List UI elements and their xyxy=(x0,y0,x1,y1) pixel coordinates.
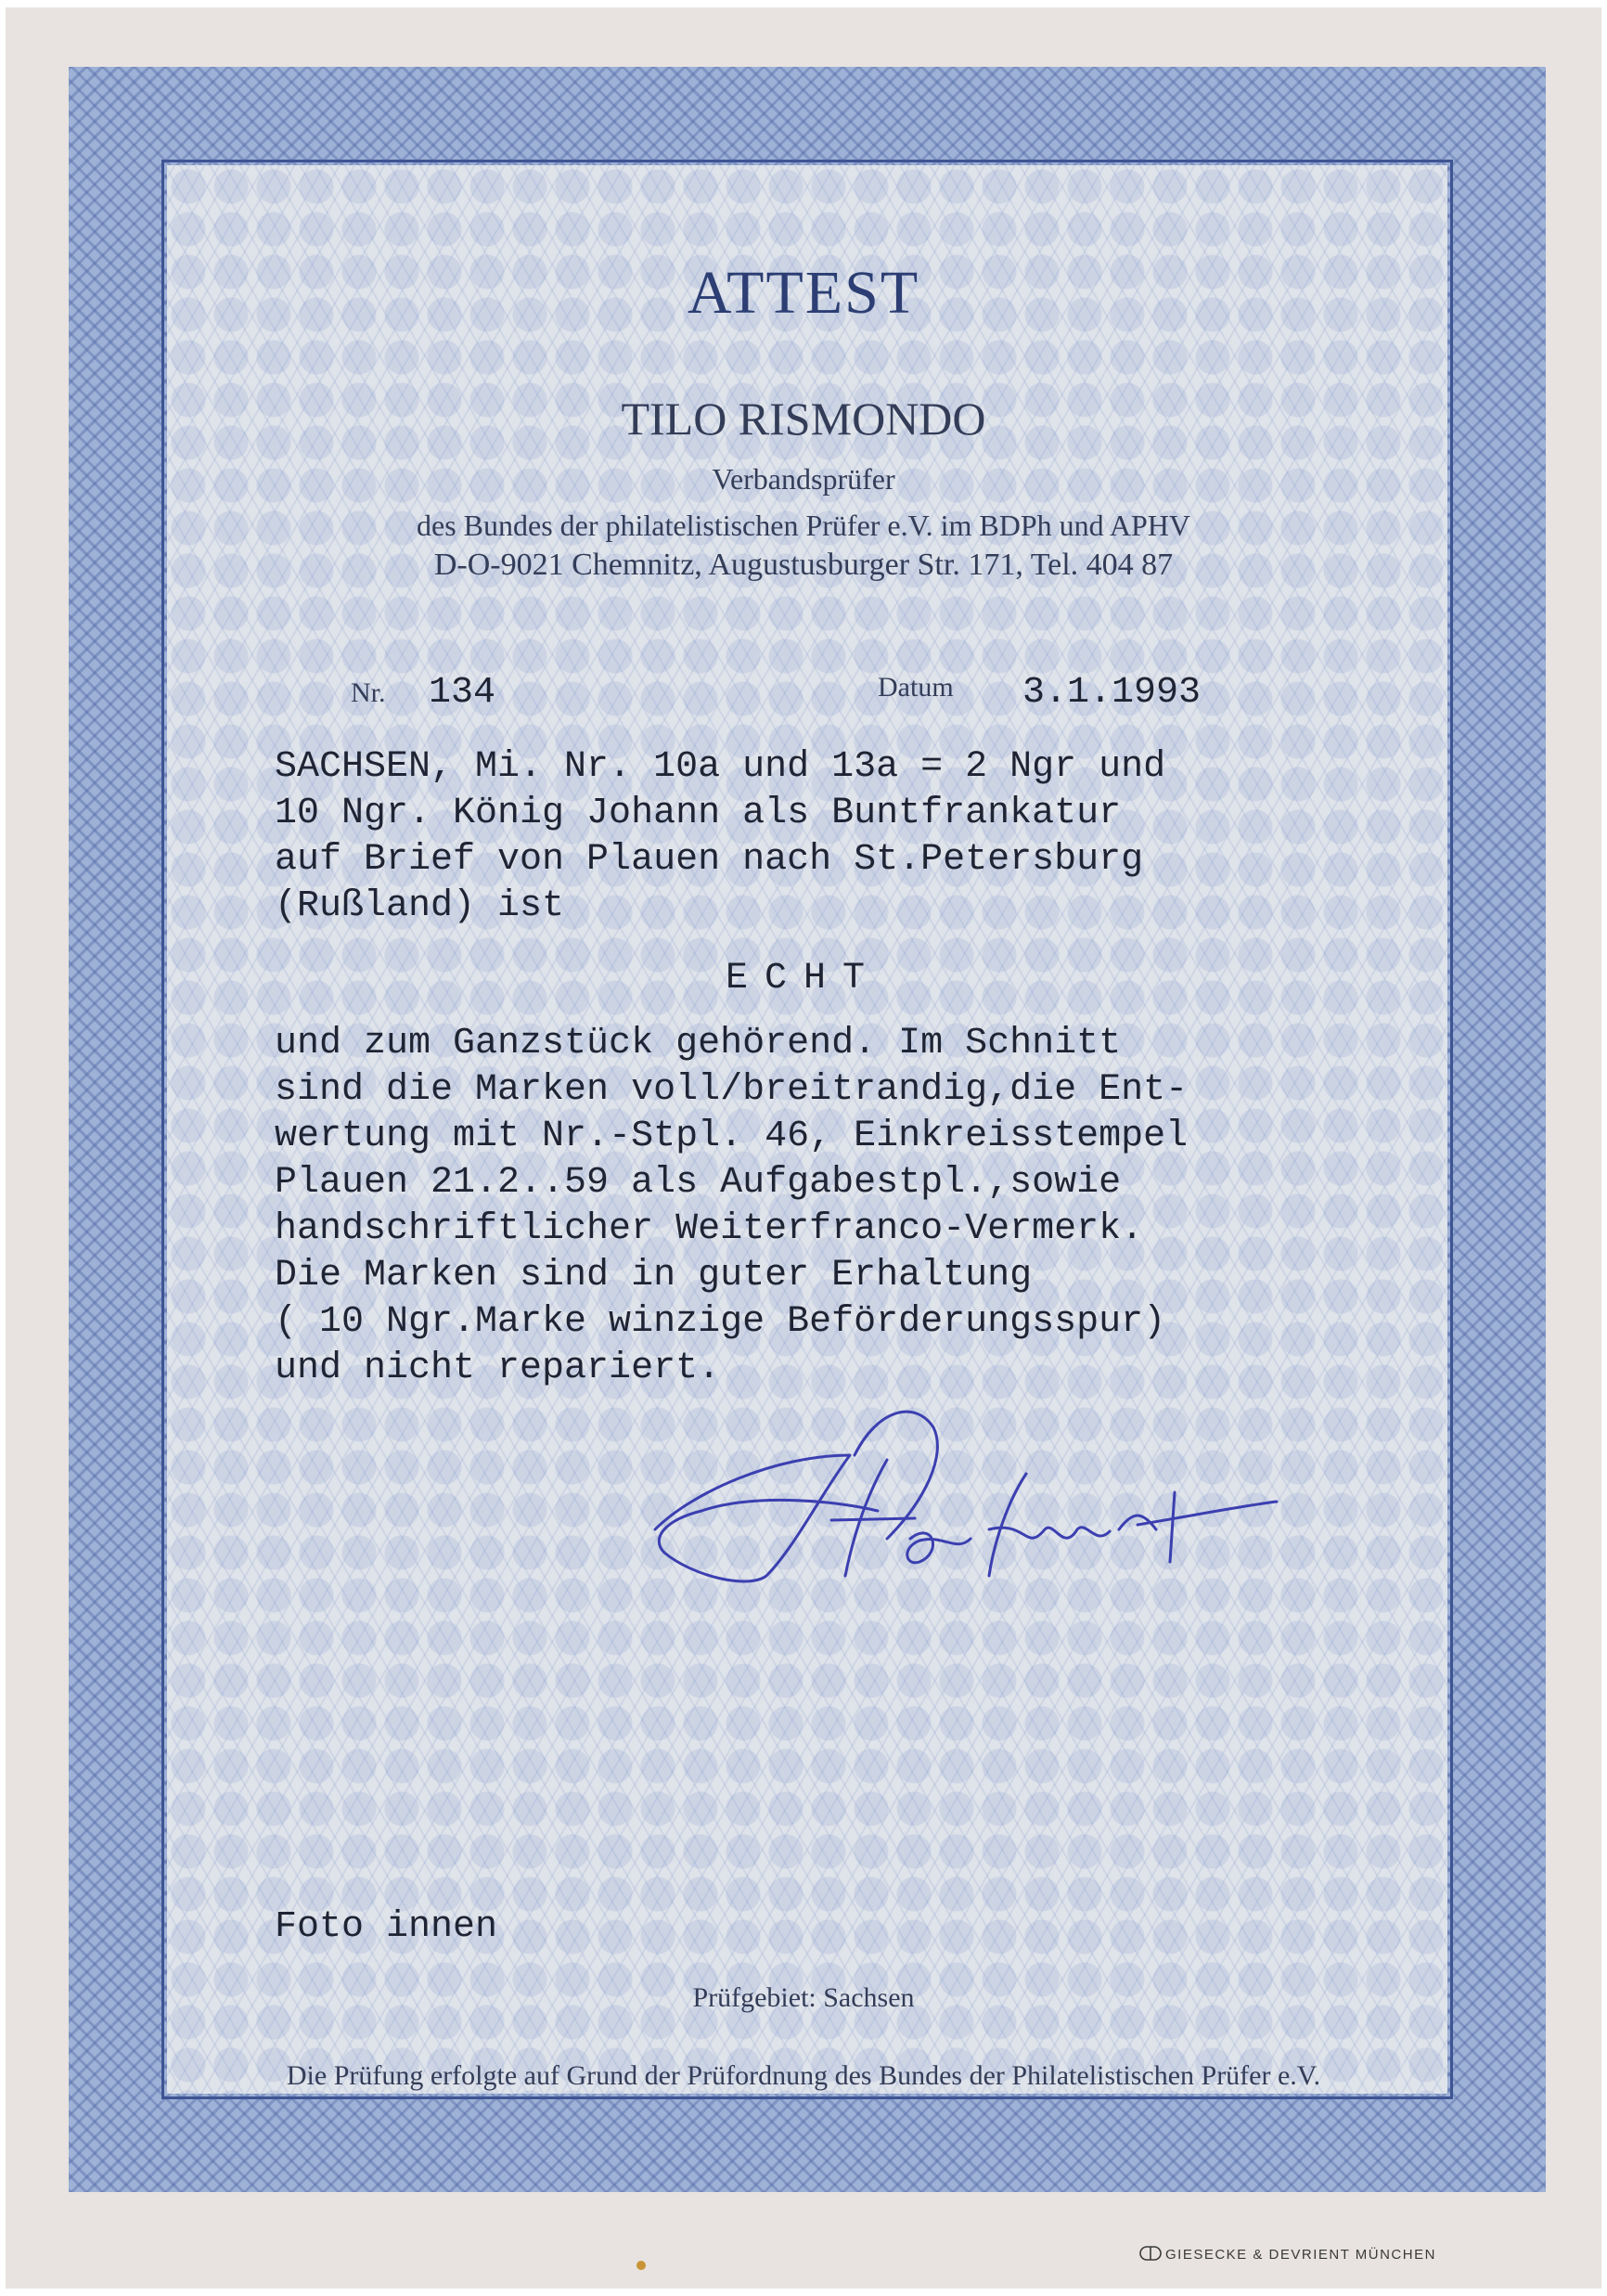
details-line: und zum Ganzstück gehörend. Im Schnitt xyxy=(275,1023,1122,1064)
certificate-date: 3.1.1993 xyxy=(1022,672,1202,714)
association-line: des Bundes der philatelistischen Prüfer e.V. im BDPh und APHV xyxy=(416,509,1190,542)
date-label: Datum xyxy=(878,672,954,703)
body-line: 10 Ngr. König Johann als Buntfrankatur xyxy=(275,793,1122,834)
details-line: wertung mit Nr.-Stpl. 46, Einkreisstempel xyxy=(275,1116,1189,1157)
certificate-title: ATTEST xyxy=(687,259,920,327)
examination-area: Prüfgebiet: Sachsen xyxy=(692,1982,915,2013)
body-line: (Rußland) ist xyxy=(275,885,565,927)
body-line: SACHSEN, Mi. Nr. 10a und 13a = 2 Ngr und xyxy=(275,746,1166,788)
address-line: D-O-9021 Chemnitz, Augustusburger Str. 171, Tel. 404 87 xyxy=(433,548,1174,582)
details-line: sind die Marken voll/breitrandig,die Ent- xyxy=(275,1069,1189,1111)
examiner-name: TILO RISMONDO xyxy=(621,393,986,445)
photo-note: Foto innen xyxy=(275,1906,498,1948)
certificate-paper xyxy=(6,7,1601,2289)
number-label: Nr. xyxy=(351,677,386,708)
details-line: Die Marken sind in guter Erhaltung xyxy=(275,1255,1033,1296)
punch-dot xyxy=(636,2261,646,2270)
details-line: ( 10 Ngr.Marke winzige Beförderungsspur) xyxy=(275,1301,1166,1343)
details-line: und nicht repariert. xyxy=(275,1348,721,1389)
details-line: handschriftlicher Weiterfranco-Vermerk. xyxy=(275,1208,1144,1250)
examiner-role: Verbandsprüfer xyxy=(712,462,895,496)
verdict-echt: ECHT xyxy=(725,958,881,1000)
legal-footer: Die Prüfung erfolgte auf Grund der Prüfordnung des Bundes der Philatelistischen Prüfer e.V. xyxy=(286,2060,1321,2091)
certificate-number: 134 xyxy=(429,672,496,714)
printer-mark: GIESECKE & DEVRIENT MÜNCHEN xyxy=(1165,2247,1436,2263)
handwritten-signature xyxy=(636,1390,1286,1632)
printer-logo-icon xyxy=(1139,2244,1162,2263)
body-line: auf Brief von Plauen nach St.Petersburg xyxy=(275,839,1144,881)
details-line: Plauen 21.2..59 als Aufgabestpl.,sowie xyxy=(275,1162,1122,1204)
